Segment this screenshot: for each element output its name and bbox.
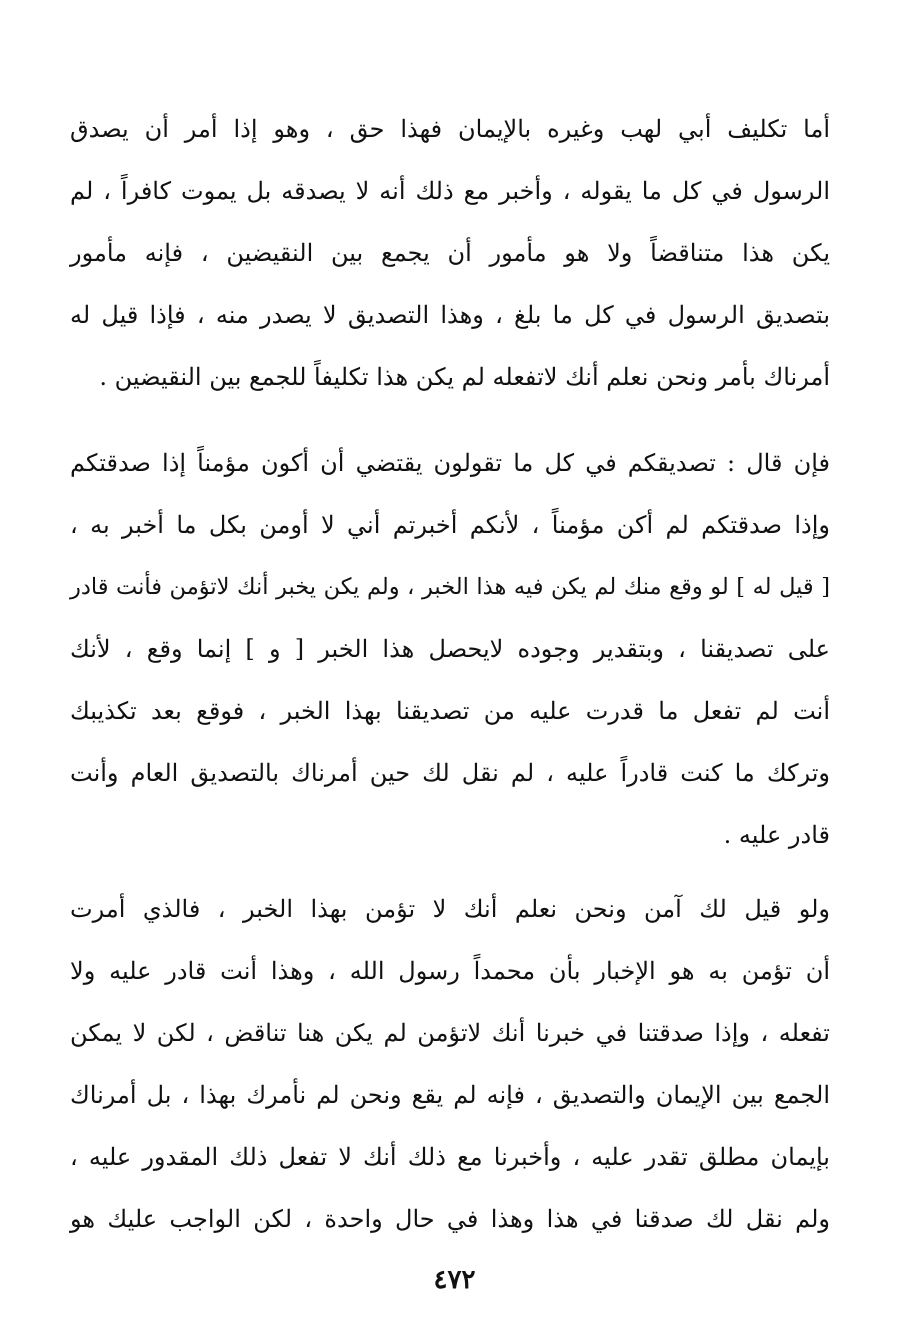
paragraph-line: أن تؤمن به هو الإخبار بأن محمداً رسول الله ، وهذا أنت قادر عليه ولا <box>70 957 830 985</box>
paragraph-line: [ قيل له ] لو وقع منك لم يكن فيه هذا الخبر ، ولم يكن يخبر أنك لاتؤمن فأنت قادر <box>70 574 830 600</box>
paragraph-line: فإن قال : تصديقكم في كل ما تقولون يقتضي أن أكون مؤمناً إذا صدقتكم <box>70 449 830 477</box>
paragraph-line: أما تكليف أبي لهب وغيره بالإيمان فهذا حق ، وهو إذا أمر أن يصدق <box>70 115 830 143</box>
paragraph-line: على تصديقنا ، وبتقدير وجوده لايحصل هذا الخبر [ و ] إنما وقع ، لأنك <box>70 635 831 663</box>
paragraph-3 <box>70 878 830 1250</box>
paragraph-line: الجمع بين الإيمان والتصديق ، فإنه لم يقع ونحن لم نأمرك بهذا ، بل أمرناك <box>70 1081 830 1109</box>
paragraph-line: تفعله ، وإذا صدقتنا في خبرنا أنك لاتؤمن لم يكن هنا تناقض ، لكن لا يمكن <box>70 1019 830 1047</box>
paragraph-line: الرسول في كل ما يقوله ، وأخبر مع ذلك أنه لا يصدقه بل يموت كافراً ، لم <box>70 177 830 205</box>
paragraph-line: بإيمان مطلق تقدر عليه ، وأخبرنا مع ذلك أنك لا تفعل ذلك المقدور عليه ، <box>70 1143 830 1171</box>
page-number: ٤٧٢ <box>433 1265 476 1295</box>
paragraph-line: أنت لم تفعل ما قدرت عليه من تصديقنا بهذا الخبر ، فوقع بعد تكذيبك <box>70 697 830 725</box>
paragraph-line: ولم نقل لك صدقنا في هذا وهذا في حال واحدة ، لكن الواجب عليك هو <box>70 1205 830 1233</box>
paragraph-line: يكن هذا متناقضاً ولا هو مأمور أن يجمع بين النقيضين ، فإنه مأمور <box>70 239 830 267</box>
paragraph-2 <box>70 432 830 866</box>
paragraph-line: بتصديق الرسول في كل ما بلغ ، وهذا التصديق لا يصدر منه ، فإذا قيل له <box>70 301 830 329</box>
paragraph-line: ولو قيل لك آمن ونحن نعلم أنك لا تؤمن بهذا الخبر ، فالذي أمرت <box>70 895 831 923</box>
paragraph-line: وتركك ما كنت قادراً عليه ، لم نقل لك حين أمرناك بالتصديق العام وأنت <box>70 759 831 787</box>
paragraph-1 <box>70 98 830 408</box>
paragraph-line: قادر عليه . <box>723 821 830 849</box>
paragraph-line: أمرناك بأمر ونحن نعلم أنك لاتفعله لم يكن هذا تكليفاً للجمع بين النقيضين . <box>99 363 830 391</box>
paragraph-line: وإذا صدقتكم لم أكن مؤمناً ، لأنكم أخبرتم أني لا أومن بكل ما أخبر به ، <box>70 511 830 539</box>
